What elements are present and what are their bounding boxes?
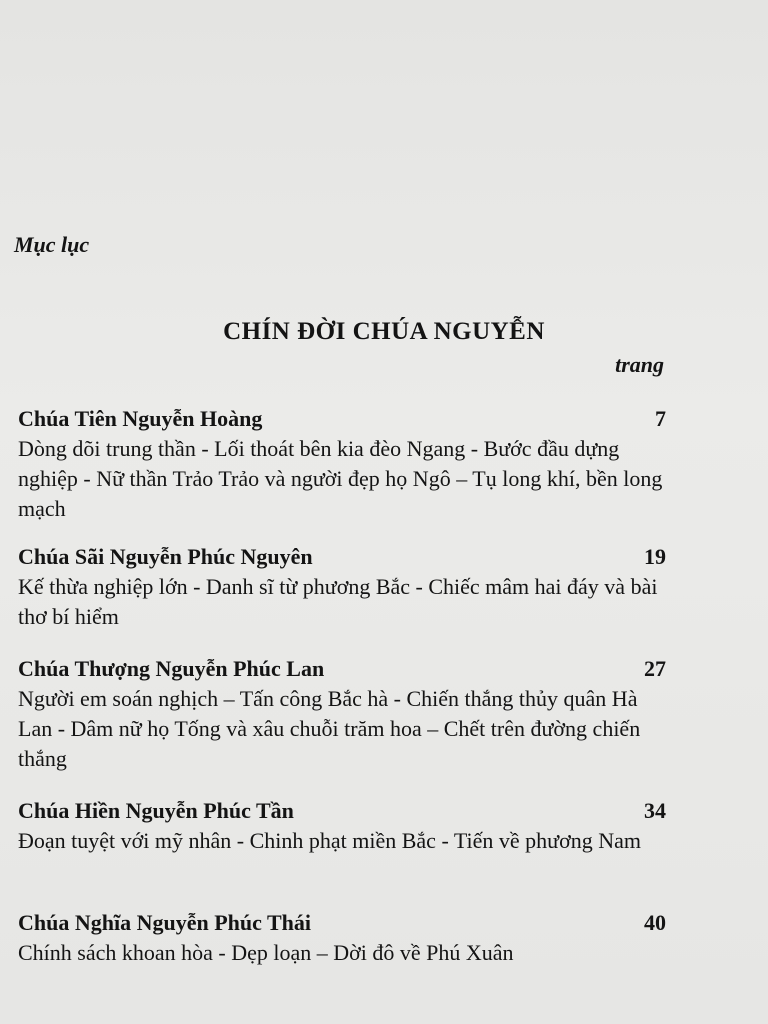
toc-entry-description: Đoạn tuyệt với mỹ nhân - Chinh phạt miền Bắc - Tiến về phương Nam [18,828,642,853]
toc-entry-page: 7 [655,406,666,431]
toc-entry-heading [18,796,666,826]
toc-entry-title: Chúa Thượng Nguyễn Phúc Lan [18,656,325,681]
toc-entry [18,796,666,856]
page-column-label: trang [615,352,664,377]
toc-entry [18,542,666,632]
toc-entry [18,654,666,774]
toc-entry-title: Chúa Sãi Nguyễn Phúc Nguyên [18,544,313,569]
toc-entry [18,404,666,524]
toc-entry-heading [18,542,666,572]
toc-entry-page: 27 [644,656,666,681]
toc-entry-heading [18,654,666,684]
toc-entry-page: 19 [644,544,666,569]
toc-entry-description: Người em soán nghịch – Tấn công Bắc hà - Chiến thắng thủy quân Hà Lan - Dâm nữ họ Tống và xâu chuỗi trăm hoa – Chết trên đường chiến thắng [18,686,641,771]
toc-entry-title: Chúa Nghĩa Nguyễn Phúc Thái [18,910,312,935]
toc-entry-page: 40 [644,910,666,935]
toc-entry-title: Chúa Hiền Nguyễn Phúc Tần [18,798,294,823]
toc-entry-description: Kế thừa nghiệp lớn - Danh sĩ từ phương Bắc - Chiếc mâm hai đáy và bài thơ bí hiểm [18,574,658,629]
toc-entry-description: Chính sách khoan hòa - Dẹp loạn – Dời đô về Phú Xuân [18,940,514,965]
toc-entry-page: 34 [644,798,666,823]
toc-entry-title: Chúa Tiên Nguyễn Hoàng [18,406,263,431]
toc-entry-heading [18,908,666,938]
book-title: CHÍN ĐỜI CHÚA NGUYỄN [223,318,545,345]
toc-entry [18,908,666,968]
section-label: Mục lục [14,232,90,257]
toc-entry-description: Dòng dõi trung thần - Lối thoát bên kia đèo Ngang - Bước đầu dựng nghiệp - Nữ thần Trảo Trảo và người đẹp họ Ngô – Tụ long khí, bền long mạch [18,436,663,521]
toc-entry-heading [18,404,666,434]
